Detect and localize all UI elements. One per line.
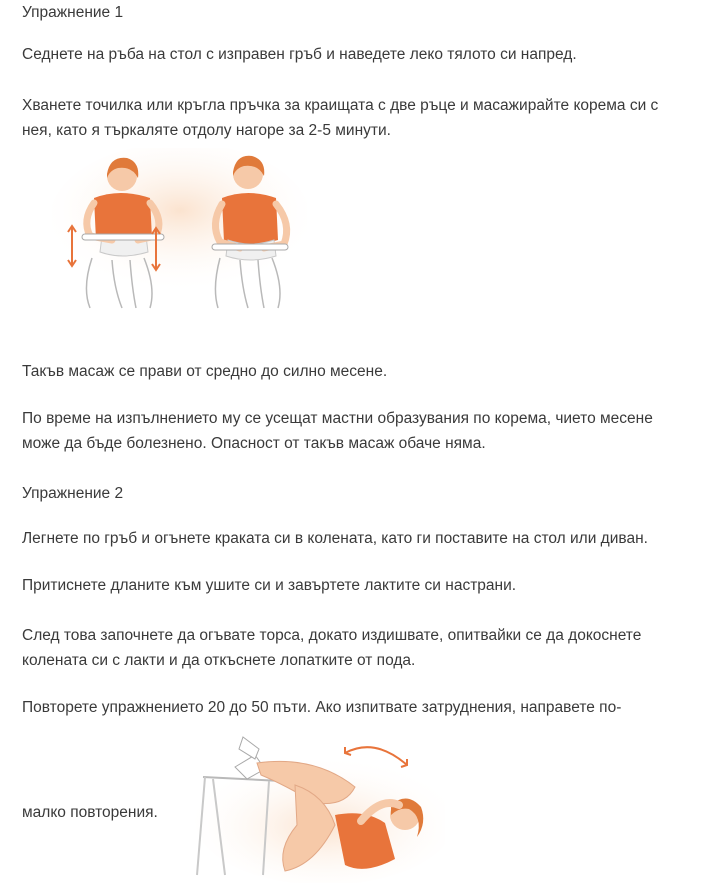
exercise-2-step-1: Легнете по гръб и огънете краката си в колената, като ги поставите на стол или диван. [22,530,648,547]
exercise-1-step-1: Седнете на ръба на стол с изправен гръб и наведете леко тялото си напред. [22,46,577,63]
exercise-2-step-4-line-2: малко повторения. [22,804,158,821]
exercise-2-step-2: Притиснете дланите към ушите си и завъртете лактите си настрани. [22,577,517,594]
exercise-2-heading: Упражнение 2 [22,485,124,502]
exercise-1-heading: Упражнение 1 [22,4,124,21]
exercise-2-step-3: След това започнете да огъвате торса, докато издишвате, опитвайки се да докоснете колената си с лакти и да откъснете лопатките от пода. [22,627,642,669]
exercise-1-illustration [52,148,307,318]
exercise-1-note-2: По време на изпълнението му се усещат мастни образувания по корема, чието месене може да бъде болезнено. Опасност от такъв масаж обаче няма. [22,410,653,452]
exercise-1-note-1: Такъв масаж се прави от средно до силно месене. [22,363,388,380]
exercise-1-step-2: Хванете точилка или кръгла пръчка за краищата с две ръце и масажирайте корема си с нея, като я търкаляте отдолу нагоре за 2-5 минути. [22,97,659,139]
exercise-2-step-4-line-1: Повторете упражнението 20 до 50 пъти. Ако изпитвате затруднения, направете по- [22,699,622,716]
